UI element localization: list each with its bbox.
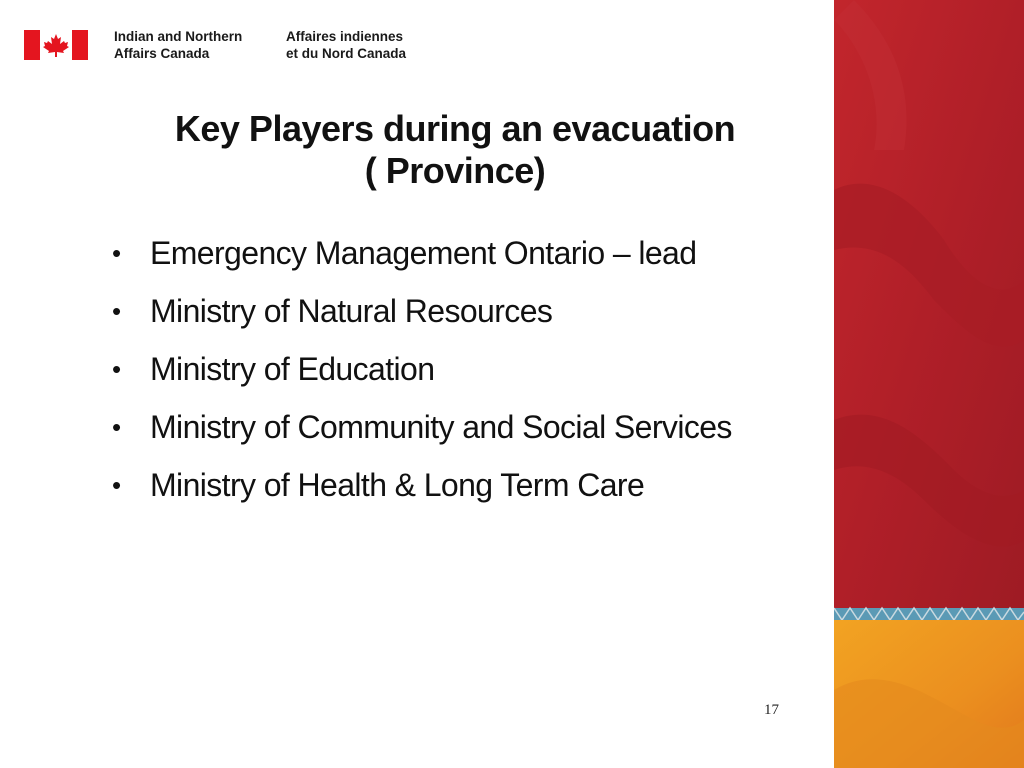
bullet-dot: • xyxy=(112,354,121,384)
bullet-text: Ministry of Health & Long Term Care xyxy=(150,467,645,503)
department-en-line-2: Affairs Canada xyxy=(114,46,210,61)
bullet-dot: • xyxy=(112,412,121,442)
bullet-item xyxy=(112,398,822,456)
bullet-text: Ministry of Community and Social Services xyxy=(150,409,732,445)
bullet-item xyxy=(112,224,822,282)
slide-title xyxy=(110,108,800,192)
department-fr-line-1: Affaires indiennes xyxy=(286,29,404,44)
bullet-dot: • xyxy=(112,470,121,500)
bullet-list xyxy=(112,224,822,514)
bullet-text: Ministry of Natural Resources xyxy=(150,293,553,329)
department-fr-line-2: et du Nord Canada xyxy=(286,46,407,61)
department-name-english xyxy=(114,28,274,62)
page-number: 17 xyxy=(764,702,779,718)
department-name-french xyxy=(286,28,456,62)
department-en-line-1: Indian and Northern xyxy=(114,29,243,44)
slide-title-line-1: Key Players during an evacuation xyxy=(174,108,736,149)
bullet-item xyxy=(112,282,822,340)
slide-title-line-2: ( Province) xyxy=(364,150,546,191)
bullet-dot: • xyxy=(112,238,121,268)
bullet-item xyxy=(112,340,822,398)
decorative-side-panel xyxy=(834,0,1024,768)
bullet-text: Ministry of Education xyxy=(150,351,435,387)
bullet-dot: • xyxy=(112,296,121,326)
bullet-text: Emergency Management Ontario – lead xyxy=(150,235,697,271)
bullet-item xyxy=(112,456,822,514)
canada-flag-icon xyxy=(24,30,88,60)
